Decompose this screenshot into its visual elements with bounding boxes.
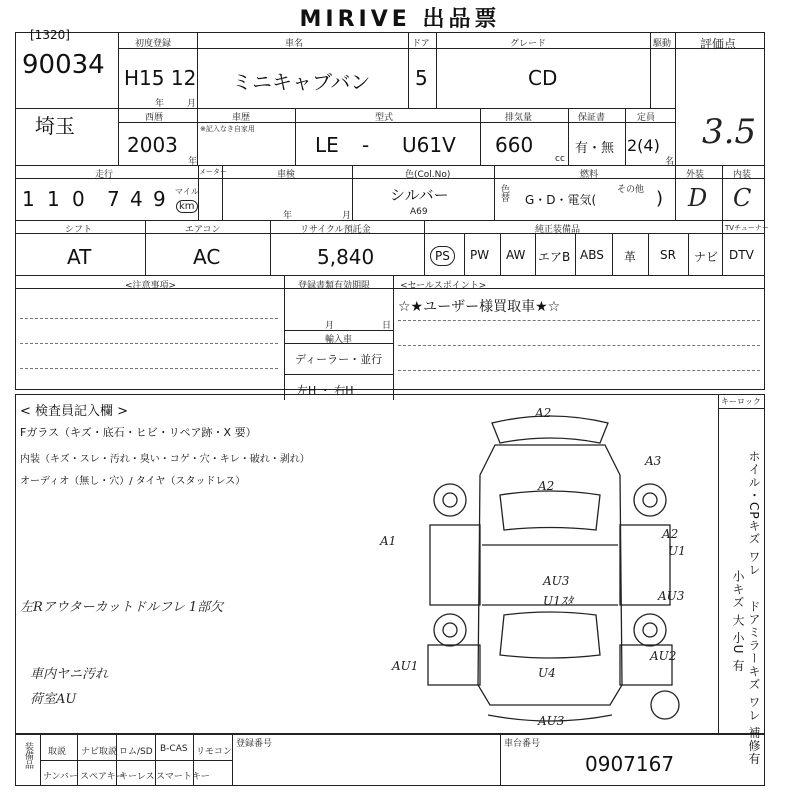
divider xyxy=(722,220,723,275)
tuner-label: TVチューナー xyxy=(725,224,769,232)
note-line xyxy=(20,343,278,344)
hand-note-3: 荷室AU xyxy=(30,692,77,707)
import-label: 輸入車 xyxy=(325,335,353,345)
doors-value: 5 xyxy=(415,66,428,90)
form-title: MIRIVE 出品票 xyxy=(299,7,501,32)
footer-cell: ナンバー xyxy=(43,772,78,782)
divider xyxy=(675,165,676,220)
mileage-label: 走行 xyxy=(95,170,114,180)
divider xyxy=(535,233,536,275)
lot-number: 90034 xyxy=(22,50,105,80)
damage-mark: AU2 xyxy=(650,649,677,663)
damage-mark: A3 xyxy=(645,454,662,468)
interior-label: 内装 xyxy=(733,170,752,180)
prefecture: 埼玉 xyxy=(35,114,75,138)
western-label: 西暦 xyxy=(145,113,164,123)
side-note-mirror: ドアミラーキズ ワレ 補修有 xyxy=(747,600,761,766)
note-line xyxy=(398,320,760,321)
car-diagram xyxy=(380,405,720,730)
divider xyxy=(40,760,232,761)
interior-grade: C xyxy=(733,184,752,212)
damage-mark: U1ｽﾀ xyxy=(543,594,573,608)
footer-cell: リモコン xyxy=(196,747,233,757)
note-line xyxy=(398,345,760,346)
exterior-label: 外装 xyxy=(686,170,705,180)
reg-month-unit: 月 xyxy=(325,321,335,331)
mileage-digit: 7 xyxy=(107,187,120,211)
divider xyxy=(612,233,613,275)
mileage-digit: 1 xyxy=(47,187,60,211)
damage-mark: AU1 xyxy=(392,659,419,673)
mileage-digit: 9 xyxy=(153,187,166,211)
divider xyxy=(408,32,409,108)
handle-value: 左H ・ 右H xyxy=(297,384,354,397)
row1-bottom-line xyxy=(15,108,675,109)
note-line xyxy=(20,368,278,369)
equip-abs: ABS xyxy=(580,248,604,262)
reg-expiry-label: 登録書類有効期限 xyxy=(298,281,371,291)
divider xyxy=(480,108,481,165)
score-label: 評価点 xyxy=(700,37,737,51)
reg-no-label: 登録番号 xyxy=(236,739,273,749)
row3-bottom-line xyxy=(15,220,765,221)
reg-day-unit: 日 xyxy=(382,321,392,331)
inspection-line1: Fガラス（キズ・底石・ヒビ・リペア跡・X 要） xyxy=(20,426,257,439)
fuel-label: 燃料 xyxy=(580,170,599,180)
divider xyxy=(625,108,626,165)
damage-mark: U4 xyxy=(538,666,556,680)
recycle-value: 5,840 xyxy=(317,245,375,269)
damage-mark: AU3 xyxy=(658,589,685,603)
sales-point-label: <セールスポイント> xyxy=(400,281,487,291)
fuel-other: その他 xyxy=(617,185,645,195)
western-year-value: 2003 xyxy=(127,133,178,157)
displacement-value: 660 xyxy=(495,133,534,157)
capacity-unit: 名 xyxy=(665,157,675,167)
divider xyxy=(197,108,198,165)
score-handwritten: 3.5 xyxy=(702,112,757,152)
capacity-value: 2(4) xyxy=(627,136,660,155)
divider xyxy=(494,165,495,220)
vehicle-sub-label: ※記入なき自家用 xyxy=(200,125,255,133)
mileage-unit-km: km xyxy=(176,200,198,213)
row4-bottom-line xyxy=(15,275,765,276)
fuel-close: ) xyxy=(656,188,664,209)
note-line xyxy=(20,318,278,319)
equip-airbag: エアB xyxy=(538,250,571,264)
equip-dtv: DTV xyxy=(729,248,754,262)
side-note-scratch: 小キズ 大 小U 有 xyxy=(731,570,745,673)
side-note-wheel: ホイル・CPキズ ワレ xyxy=(747,450,761,577)
car-name-label: 車名 xyxy=(285,39,304,49)
fuel-value: G・D・電気( xyxy=(525,193,597,207)
divider xyxy=(575,233,576,275)
aircon-value: AC xyxy=(193,245,221,269)
model-label: 型式 xyxy=(375,113,394,123)
row3-header-line xyxy=(15,178,765,179)
divider xyxy=(424,220,425,275)
row2-bottom-line xyxy=(15,165,765,166)
footer-cell: ロム/SD xyxy=(119,747,153,757)
equip-navi: ナビ xyxy=(694,250,719,264)
divider xyxy=(118,32,119,165)
damage-mark: A1 xyxy=(380,534,397,548)
displacement-label: 排気量 xyxy=(505,113,533,123)
meter-label: メーター xyxy=(199,168,227,176)
chassis-number: 0907167 xyxy=(585,752,675,776)
damage-mark: A2 xyxy=(535,406,552,420)
divider xyxy=(284,330,393,331)
first-reg-label: 初度登録 xyxy=(135,39,172,49)
color-no: A69 xyxy=(410,207,428,217)
car-name-value: ミニキャブバン xyxy=(232,70,371,94)
divider xyxy=(284,374,393,375)
damage-mark: A2 xyxy=(538,479,555,493)
divider xyxy=(718,408,765,409)
divider xyxy=(648,233,649,275)
model-value: U61V xyxy=(402,133,456,157)
divider xyxy=(284,275,285,400)
mileage-digit: 4 xyxy=(130,187,143,211)
first-reg-year-unit: 年 xyxy=(155,99,165,109)
damage-mark: AU3 xyxy=(543,574,570,588)
inspection-title: < 検査員記入欄 > xyxy=(20,404,129,419)
divider xyxy=(197,32,198,108)
model-dash: - xyxy=(362,133,370,157)
divider xyxy=(675,32,676,167)
color-change: 色替 xyxy=(499,184,509,202)
divider xyxy=(568,108,569,165)
equip-aw: AW xyxy=(506,248,526,262)
exterior-grade: D xyxy=(688,184,708,212)
key-lock-label: キーロック xyxy=(721,397,761,406)
divider xyxy=(352,165,353,220)
recycle-label: リサイクル預託金 xyxy=(300,225,371,235)
row4-header-line xyxy=(15,233,765,234)
displacement-unit: cc xyxy=(555,154,565,164)
vehicle-label: 車歴 xyxy=(232,113,251,123)
hand-note-2: 車内ヤニ汚れ xyxy=(30,667,109,682)
shift-label: シフト xyxy=(65,225,93,235)
chassis-label: 車台番号 xyxy=(504,739,541,749)
equip-leather: 革 xyxy=(624,250,637,264)
equip-list-label: 装備品 xyxy=(23,742,33,769)
mileage-digit: 1 xyxy=(22,187,35,211)
footer-cell: スマートキー xyxy=(156,772,210,782)
divider xyxy=(145,220,146,275)
caution-label: <注意事項> xyxy=(125,281,177,291)
divider xyxy=(650,32,651,108)
hand-note-1: 左Rアウターカットドルフレ 1部欠 xyxy=(20,600,224,615)
divider xyxy=(295,108,296,165)
divider xyxy=(500,734,501,786)
lot-code: [1320] xyxy=(30,28,70,42)
capacity-label: 定員 xyxy=(637,113,656,123)
inspection-month-unit: 月 xyxy=(342,211,352,221)
color-label: 色(Col.No) xyxy=(405,170,451,180)
western-year-unit: 年 xyxy=(188,157,198,167)
doors-label: ドア xyxy=(412,39,430,49)
equip-ps: PS xyxy=(430,246,455,266)
equip-pw: PW xyxy=(470,248,490,262)
note-line xyxy=(398,370,760,371)
first-reg-month-unit: 月 xyxy=(187,99,197,109)
aircon-label: エアコン xyxy=(185,225,221,235)
mileage-digit: 0 xyxy=(72,187,85,211)
shift-value: AT xyxy=(67,245,92,269)
footer-cell: キーレス xyxy=(119,772,155,782)
damage-mark: A2 xyxy=(662,527,679,541)
equipment-label: 純正装備品 xyxy=(535,225,581,235)
grade-value: CD xyxy=(528,66,558,90)
divider xyxy=(722,165,723,220)
import-value: ディーラー・並行 xyxy=(295,353,383,366)
model-prefix: LE xyxy=(315,133,339,157)
divider xyxy=(500,233,501,275)
divider xyxy=(393,275,394,400)
warranty-label: 保証書 xyxy=(578,113,606,123)
color-value: シルバー xyxy=(390,186,449,204)
equip-sr: SR xyxy=(660,248,676,262)
sales-point: ☆★ユーザー様買取車★☆ xyxy=(398,299,561,315)
warranty-value: 有・無 xyxy=(575,141,615,156)
inspection-label: 車検 xyxy=(277,170,296,180)
divider xyxy=(232,734,233,786)
grade-label: グレード xyxy=(510,39,547,49)
damage-mark: U1 xyxy=(668,544,686,558)
divider xyxy=(688,233,689,275)
damage-mark: AU3 xyxy=(538,714,565,728)
inspection-year-unit: 年 xyxy=(283,211,293,221)
inspection-line3: オーディオ（無し・穴）/ タイヤ（スタッドレス） xyxy=(20,476,246,487)
footer-cell: スペアキー xyxy=(80,772,125,782)
divider xyxy=(436,32,437,108)
divider xyxy=(270,220,271,275)
footer-cell: 取説 xyxy=(48,747,67,757)
mileage-unit-mile: マイル xyxy=(175,187,199,196)
first-reg-value: H15 12 xyxy=(124,66,197,90)
footer-cell: ナビ取説 xyxy=(81,747,118,757)
divider xyxy=(464,233,465,275)
drive-label: 駆動 xyxy=(653,39,672,49)
inspection-line2: 内装（キズ・スレ・汚れ・臭い・コゲ・穴・キレ・破れ・剥れ） xyxy=(20,454,310,465)
footer-cell: B-CAS xyxy=(160,744,188,754)
